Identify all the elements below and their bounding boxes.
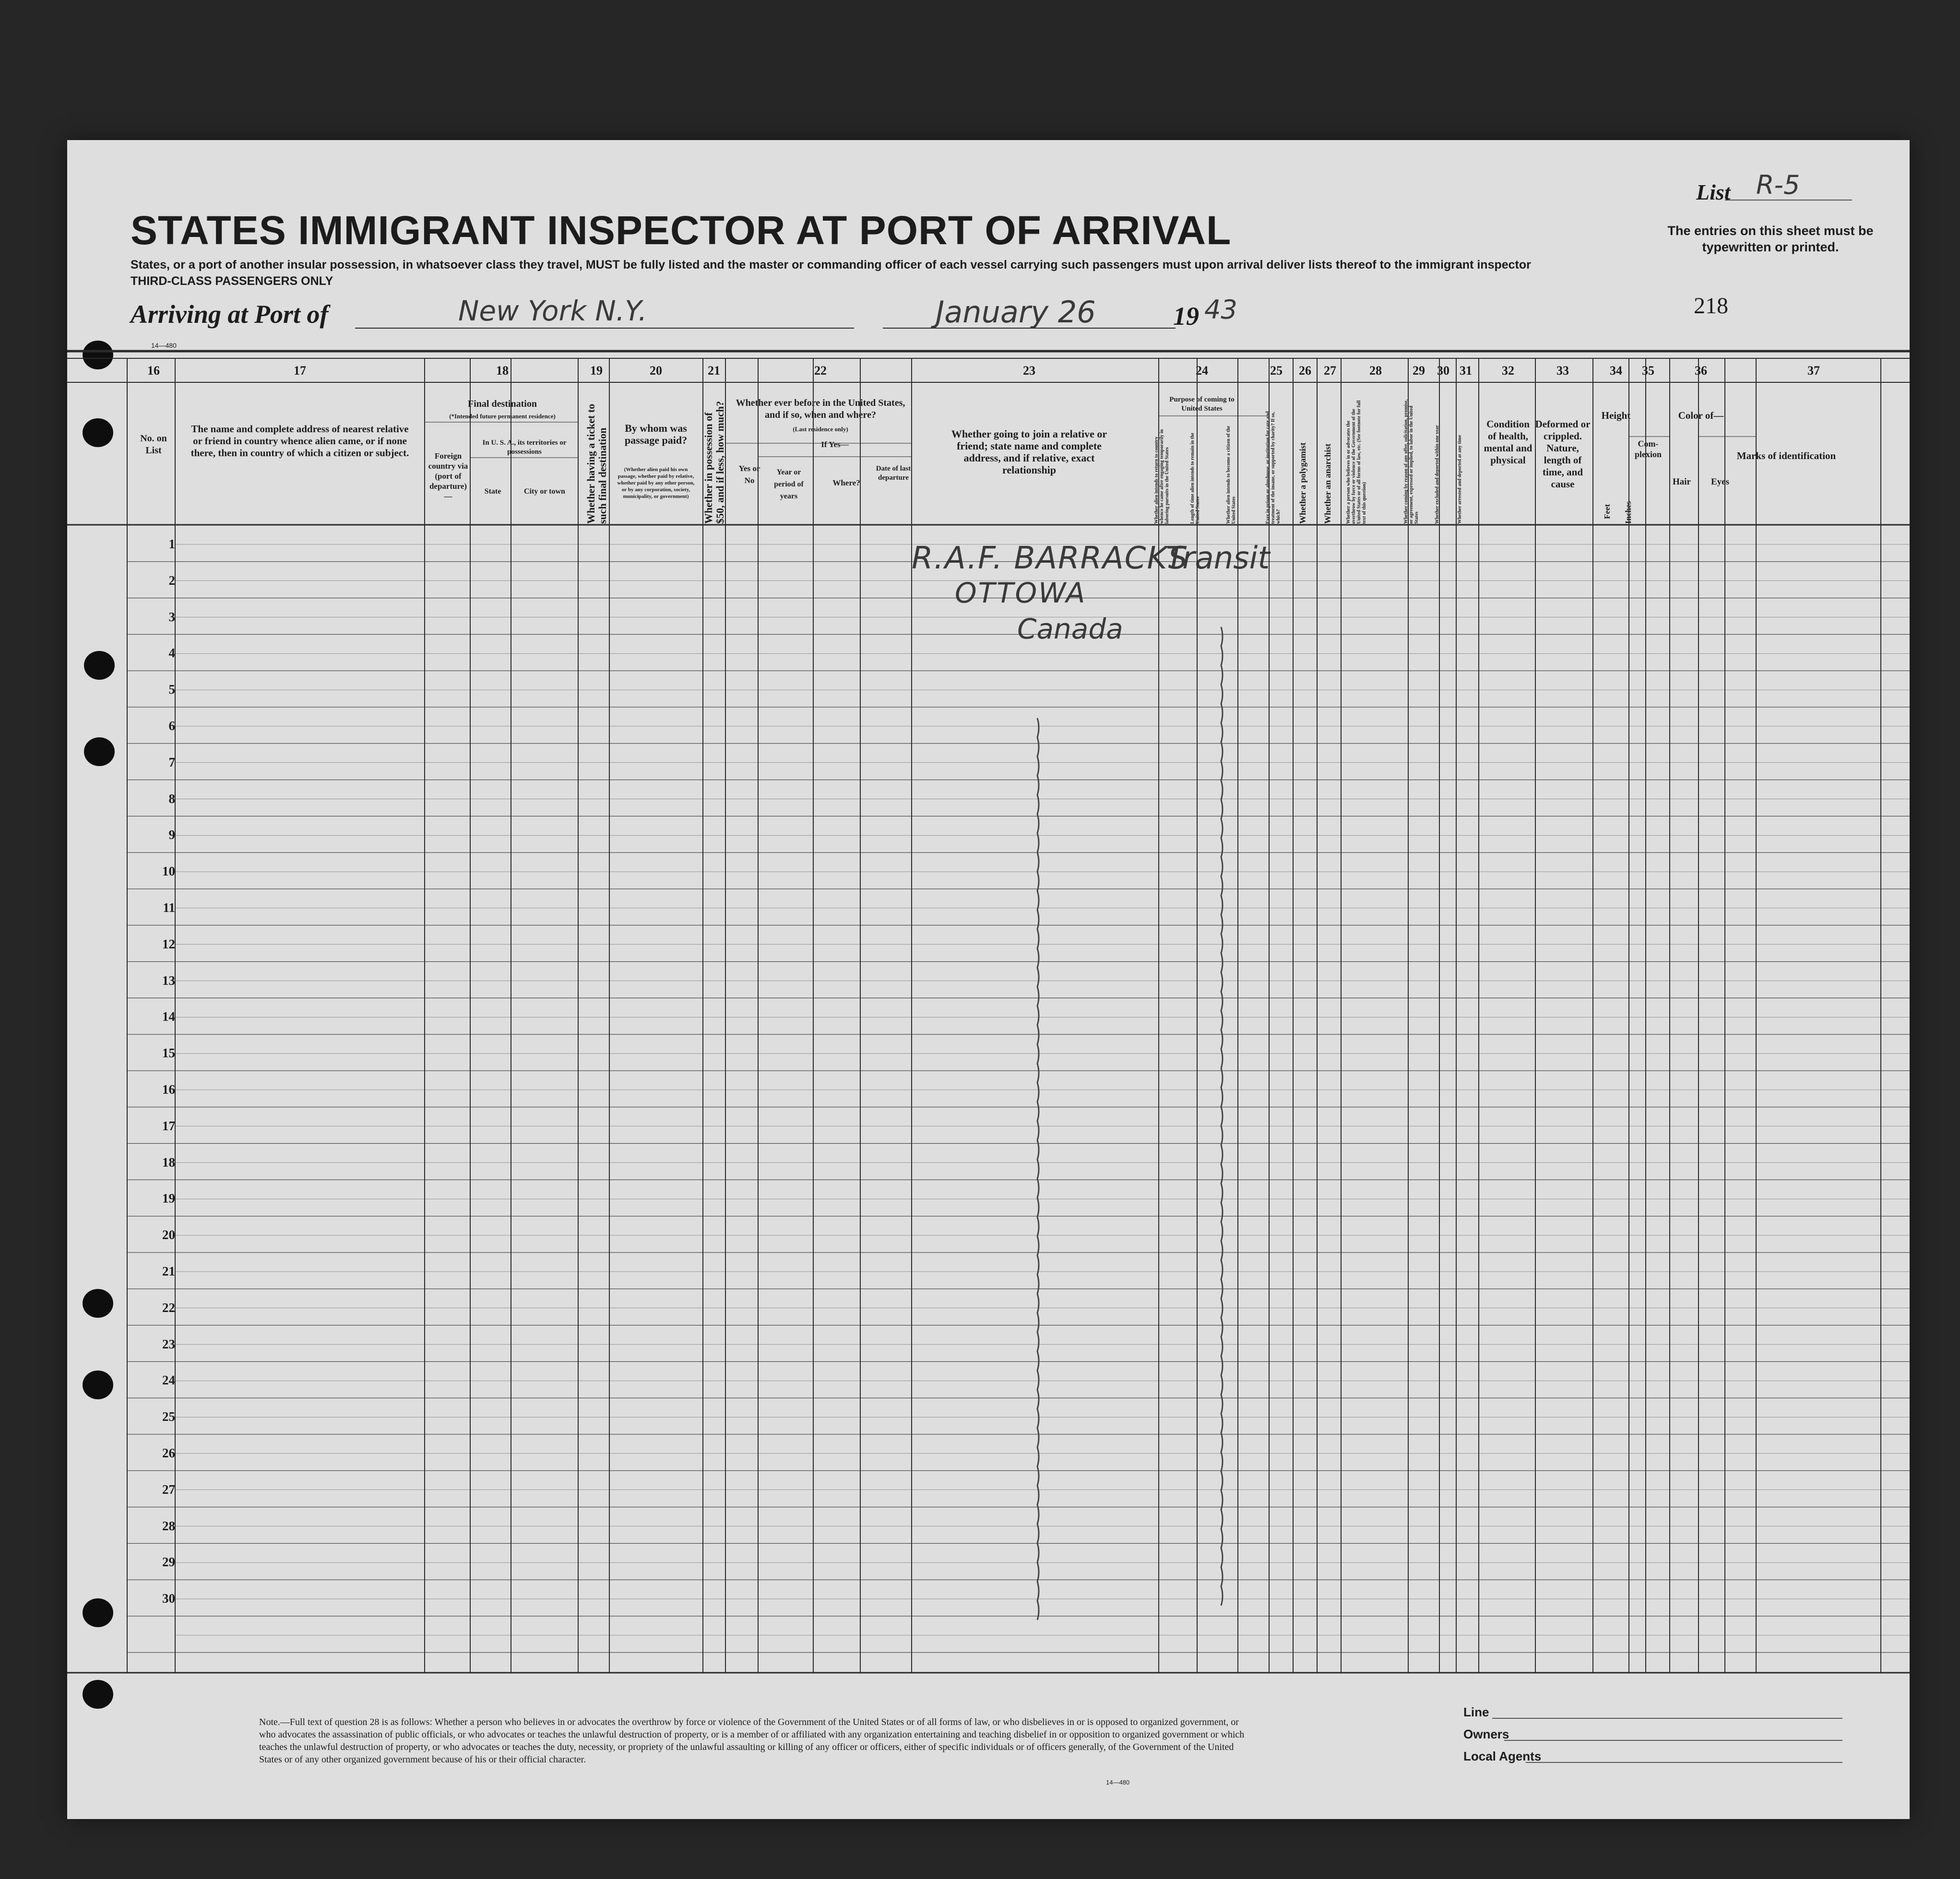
handwritten-date: January 26	[936, 295, 1096, 330]
header-purpose: Purpose of coming to United States	[1169, 396, 1235, 413]
col-number: 35	[1642, 364, 1654, 378]
form-code-bottom: 14—480	[1106, 1779, 1130, 1786]
row-number: 18	[162, 1155, 175, 1170]
row-number: 29	[162, 1555, 175, 1570]
manifest-sheet	[67, 140, 1910, 1819]
row-number: 26	[162, 1446, 175, 1460]
form-instructions: States, or a port of another insular possession, in whatsoever class they travel, MUST be fully listed and the master or commanding officer of each vessel carrying such passengers must upon arrival deliver lists thereof to the immigrant inspector	[131, 258, 1531, 272]
header-if-yes: If Yes—	[821, 440, 849, 449]
col-number: 36	[1695, 364, 1707, 378]
arriving-port-label: Arriving at Port of	[131, 300, 329, 329]
header-foreign-country: Foreign country via (port of departure)—	[428, 451, 468, 501]
col-number: 28	[1369, 364, 1382, 378]
row-number: 14	[162, 1009, 175, 1024]
col-number: 22	[814, 364, 827, 378]
header-feet: Feet	[1603, 504, 1612, 519]
header-prison-almshouse: Ever in prison or almshouse, or institution for care and treatment of the insane, or supported by charity? If so, which?	[1265, 411, 1281, 524]
row-number: 7	[168, 755, 175, 769]
header-eyes: Eyes	[1711, 477, 1729, 487]
year-prefix: 19	[1173, 302, 1199, 331]
row-number: 9	[168, 827, 175, 842]
header-polygamist: Whether a polygamist	[1298, 442, 1307, 524]
header-labor-offer: Whether coming by reason of any offer, solicitation, promise, or agreement, expressed or implied, to labor in the United States	[1403, 399, 1419, 524]
header-anarchist: Whether an anarchist	[1323, 443, 1332, 524]
handwritten-address-line2: OTTOWA	[955, 577, 1087, 609]
form-code: 14—480	[151, 342, 177, 349]
row-number: 6	[168, 719, 175, 733]
row-number: 27	[162, 1482, 175, 1497]
row-number: 22	[162, 1300, 175, 1315]
row-number: 3	[168, 609, 175, 624]
handwritten-year: 43	[1204, 295, 1237, 325]
header-excluded-deported: Whether excluded and deported within one year	[1435, 425, 1440, 524]
header-height: Height	[1601, 410, 1631, 421]
header-date-departure: Date of last departure	[876, 465, 911, 482]
col-number: 21	[708, 364, 720, 378]
handwritten-address-line1: R.A.F. BARRACKS	[912, 541, 1189, 576]
header-city: City or town	[524, 487, 565, 496]
row-number: 12	[162, 936, 175, 951]
header-yes-no: Yes or No	[738, 464, 760, 485]
header-nearest-relative: The name and complete address of nearest relative or friend in country whence alien came, or if none there, then in country of which a citizen or subject.	[190, 423, 409, 459]
header-fifty-dollars: Whether in possession of $50, and if less, how much?	[702, 401, 726, 524]
col-number: 19	[590, 364, 603, 378]
row-number: 10	[162, 864, 175, 879]
header-return-intent: Whether alien intends to return to country whence he came after engaging temporarily in laboring pursuits in the United States	[1154, 429, 1170, 524]
row-number: 1	[168, 537, 175, 551]
row-number: 8	[168, 791, 175, 806]
row-number: 28	[162, 1518, 175, 1533]
line-label: Line	[1463, 1705, 1489, 1719]
form-grid	[67, 140, 1910, 1819]
row-number: 17	[162, 1118, 175, 1133]
handwritten-address-line3: Canada	[1017, 613, 1123, 645]
col-number: 25	[1270, 364, 1283, 378]
header-arrested-deported: Whether arrested and deported at any time	[1457, 435, 1462, 524]
row-number: 5	[168, 682, 175, 697]
header-state: State	[484, 487, 501, 496]
header-year-period: Year or period of years	[774, 468, 804, 500]
col-number: 30	[1437, 364, 1449, 378]
header-passage-paid-note: (Whether alien paid his own passage, whether paid by relative, whether paid by any other person, or by any corporation, society, municipality, or government)	[617, 467, 695, 499]
header-hair: Hair	[1673, 477, 1691, 487]
col-number: 37	[1807, 364, 1820, 378]
header-in-usa: In U. S. A., its territories or possessions	[482, 439, 567, 456]
list-number: R-5	[1756, 170, 1800, 200]
col-number: 24	[1196, 364, 1208, 378]
handwritten-purpose: Transit	[1166, 541, 1270, 576]
header-health: Condition of health, mental and physical	[1484, 418, 1532, 466]
local-agents-label: Local Agents	[1463, 1749, 1542, 1763]
row-number: 20	[162, 1228, 175, 1242]
col-number: 31	[1460, 364, 1472, 378]
row-number: 30	[162, 1591, 175, 1606]
col-number: 27	[1324, 364, 1336, 378]
row-number: 23	[162, 1336, 175, 1351]
header-final-destination: Final destination	[468, 399, 537, 409]
header-where: Where?	[832, 478, 860, 487]
row-number: 19	[162, 1191, 175, 1206]
header-inches: Inches	[1624, 501, 1633, 524]
col-number: 17	[294, 364, 306, 378]
col-number: 26	[1299, 364, 1311, 378]
list-label: List	[1696, 180, 1731, 204]
col-number: 18	[496, 364, 509, 378]
handwritten-port: New York N.Y.	[458, 295, 647, 327]
col-number: 34	[1610, 364, 1622, 378]
header-color-of: Color of—	[1678, 410, 1724, 421]
col-number: 16	[147, 364, 160, 378]
header-citizen-intent: Whether alien intends to become a citizen of the United States	[1226, 425, 1236, 524]
col-number: 20	[650, 364, 662, 378]
owners-label: Owners	[1463, 1727, 1509, 1741]
col-number: 32	[1502, 364, 1514, 378]
row-number: 24	[162, 1373, 175, 1388]
entries-note: The entries on this sheet must be typewritten or printed.	[1667, 224, 1874, 254]
header-last-residence: (Last residence only)	[793, 425, 848, 433]
header-ever-before-in-us: Whether ever before in the United States, and if so, when and where?	[736, 398, 905, 420]
row-number: 16	[162, 1082, 175, 1097]
row-number: 15	[162, 1046, 175, 1061]
page-number: 218	[1694, 293, 1728, 319]
header-complexion: Com-plexion	[1634, 439, 1662, 459]
header-passage-paid: By whom was passage paid?	[624, 422, 688, 446]
col-number: 29	[1413, 364, 1425, 378]
col-number: 33	[1556, 364, 1569, 378]
header-ticket: Whether having a ticket to such final destination	[585, 403, 608, 524]
row-number: 11	[163, 900, 175, 915]
row-number: 4	[168, 646, 175, 661]
header-joining-relative: Whether going to join a relative or friend; state name and complete address, and if relative, exact relationship	[951, 428, 1107, 476]
form-title: STATES IMMIGRANT INSPECTOR AT PORT OF ARRIVAL	[131, 208, 1232, 253]
header-overthrow-question: Whether a person who believes in or advocates the overthrow by force or violence of the Government of the United States or of all forms of law, etc. (See footnote for full text of this question)	[1346, 400, 1367, 524]
passenger-class: THIRD-CLASS PASSENGERS ONLY	[131, 274, 333, 288]
header-no-on-list: No. on List	[140, 433, 167, 456]
row-number: 2	[168, 573, 175, 588]
header-final-destination-note: (*Intended future permanent residence)	[449, 413, 556, 420]
header-deformed: Deformed or crippled. Nature, length of time, and cause	[1535, 418, 1591, 490]
header-identification-marks: Marks of identification	[1736, 450, 1836, 461]
row-number: 25	[162, 1409, 175, 1424]
footnote-question-28: Note.—Full text of question 28 is as follows: Whether a person who believes in or advocates the overthrow by force or violence of the Government of the United States or of all forms of law, or who disbelieves in or is opposed to organized government, or who advocates the assassination of public officials, or who advocates or teaches the unlawful destruction of property, or is a member of or affiliated with any organization entertaining and teaching disbelief in or opposition to organized government or which teaches the unlawful destruction of property, or who advocates or teaches the duty, necessity, or propriety of the unlawful assaulting or killing of any officer or officers, either of specific individuals or of officers generally, of the Government of the United States or of any other organized government because of his or their official character.	[259, 1717, 1245, 1765]
row-number: 13	[162, 973, 175, 988]
col-number: 23	[1023, 364, 1035, 378]
header-length-of-stay: Length of time alien intends to remain in the United States	[1190, 433, 1200, 524]
row-number: 21	[162, 1264, 175, 1278]
